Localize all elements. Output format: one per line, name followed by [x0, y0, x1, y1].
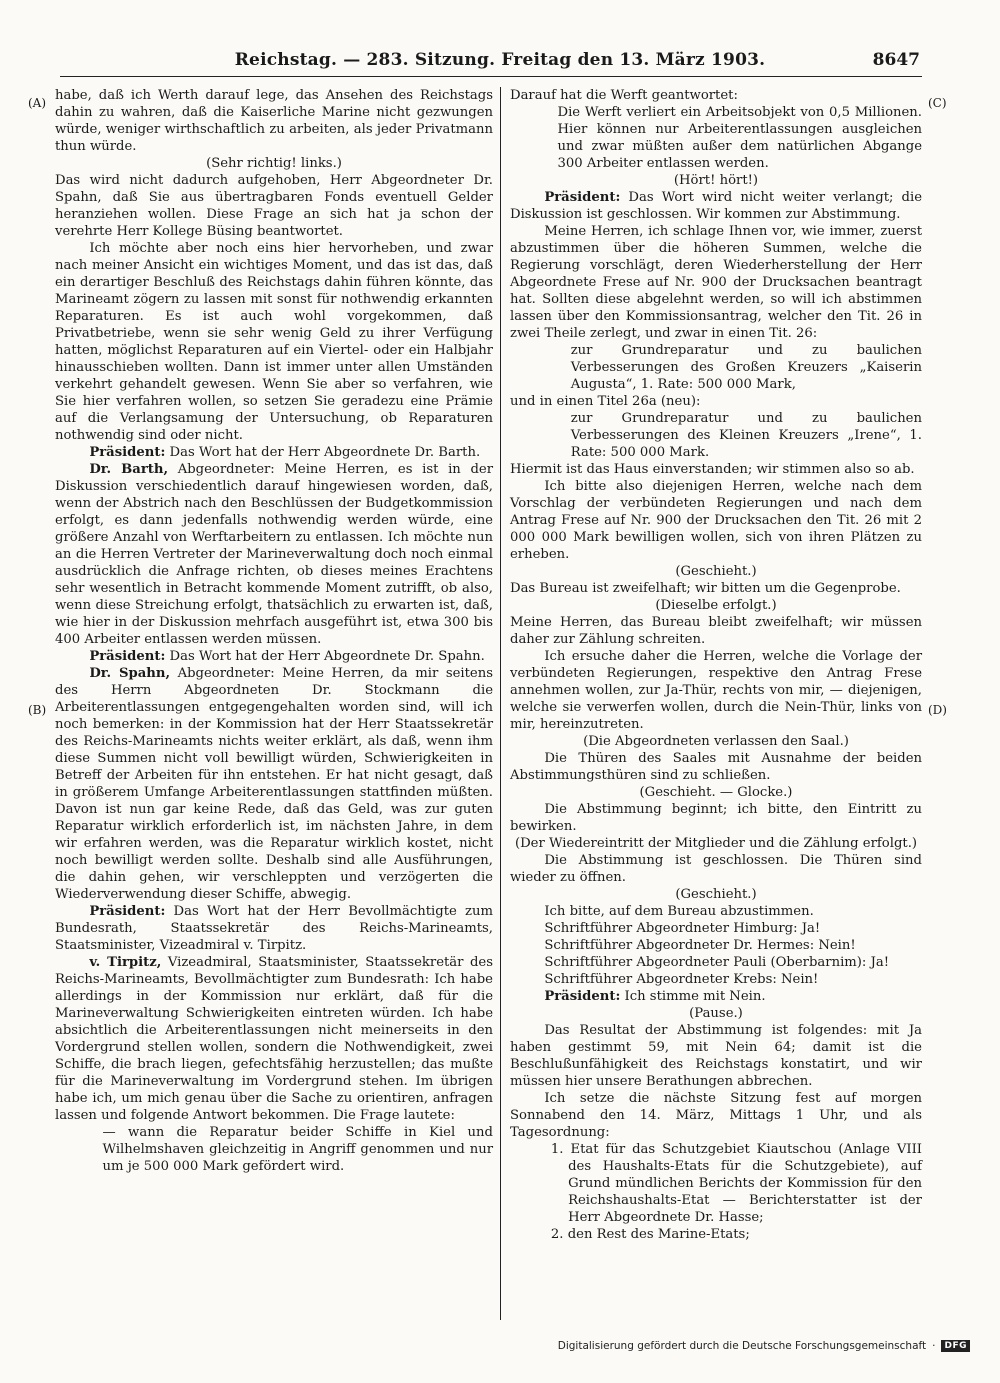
paragraph-text: Meine Herren, ich schlage Ihnen vor, wie immer, zuerst abzustimmen über die höheren Summen, welche die Regierung vorschlägt, deren Wiederherstellung der Herr Abgeordnete Frese auf Nr. 900 der Drucksachen beantragt hat. Sollten diese abgelehnt werden, so will ich abstimmen lassen über den Kommissionsantrag, welcher den Tit. 26 in zwei Theile zerlegt, und zwar in einen Tit. 26:: [510, 224, 922, 341]
paragraph-text: 2. den Rest des Marine-Etats;: [550, 1227, 750, 1242]
speaker-name: v. Tirpitz,: [89, 955, 162, 970]
paragraph-text: (Geschieht.): [675, 887, 757, 902]
speaker-name: Präsident:: [544, 989, 621, 1004]
right-column-paragraph: [510, 1022, 922, 1090]
paragraph-text: Ich stimme mit Nein.: [620, 989, 766, 1004]
left-column-paragraph: [55, 954, 493, 1124]
margin-mark-b: (B): [28, 703, 47, 717]
paragraph-text: 1. Etat für das Schutzgebiet Kiautschou (Anlage VIII des Haushalts-Etats für die Schutzgebiete), auf Grund mündlichen Berichts der Kommission für den Reichshaushalts-Etat — Berichterstatter ist der Herr Abgeordnete Dr. Hasse;: [550, 1142, 922, 1225]
dfg-logo: DFG: [941, 1340, 970, 1352]
page-title: Reichstag. — 283. Sitzung. Freitag den 13. März 1903.: [234, 50, 766, 70]
paragraph-text: Abgeordneter: Meine Herren, es ist in der Diskussion verschiedentlich darauf hingewiesen worden, daß, wenn der Abstrich nach den Beschlüssen der Budgetkommission erfolgt, es dann jedenfalls nothwendig werden würde, eine größere Anzahl von Werftarbeitern zu entlassen. Ich möchte nun an die Herren Vertreter der Marineverwaltung doch noch einmal ausdrücklich die Anfrage richten, ob dieses meines Erachtens sehr wesentlich in Betracht kommende Moment zutrifft, ob also, wenn diese Streichung erfolgt, thatsächlich zu erwarten ist, daß, wie hier in der Diskussion mehrfach ausgeführt ist, etwa 300 bis 400 Arbeiter entlassen werden müssen.: [55, 462, 494, 647]
speaker-name: Dr. Barth,: [89, 462, 169, 477]
right-column-paragraph: [510, 223, 922, 342]
paragraph-text: Hiermit ist das Haus einverstanden; wir stimmen also so ab.: [510, 462, 915, 477]
paragraph-text: Darauf hat die Werft geantwortet:: [510, 88, 738, 103]
page-number: 8647: [872, 50, 920, 70]
left-column-paragraph: [55, 1124, 493, 1175]
right-column-paragraph: [510, 563, 922, 580]
left-column-paragraph: [55, 155, 493, 172]
paragraph-text: Die Werft verliert ein Arbeitsobjekt von 0,5 Millionen. Hier können nur Arbeiterentlassungen ausgleichen und zwar müßten außer dem natürlichen Abgange 300 Arbeiter entlassen werden.: [557, 105, 922, 171]
right-column-paragraph: [510, 835, 922, 852]
paragraph-text: Das Resultat der Abstimmung ist folgendes: mit Ja haben gestimmt 59, mit Nein 64; damit ist die Beschlußunfähigkeit des Reichstags konstatirt, und wir müssen hier unsere Berathungen abbrechen.: [510, 1023, 922, 1089]
right-column-paragraph: [510, 461, 922, 478]
left-column-paragraph: [55, 240, 493, 444]
right-column-paragraph: [510, 478, 922, 563]
right-column-paragraph: [510, 1005, 922, 1022]
paragraph-text: Schriftführer Abgeordneter Pauli (Oberbarnim): Ja!: [544, 955, 890, 970]
paragraph-text: (Geschieht.): [675, 564, 757, 579]
speaker-name: Präsident:: [89, 445, 166, 460]
paragraph-text: Ich möchte aber noch eins hier hervorheben, und zwar nach meiner Ansicht ein wichtiges Moment, und das ist das, daß ein derartiger Beschluß des Reichstags dahin führen könnte, das Marineamt zögern zu lassen mit sonst für nothwendig erkannten Reparaturen. Es ist auch wohl vorgekommen, daß Privatbetriebe, wenn sie sehr wenig Geld zu ihrer Verfügung hatten, möglichst Reparaturen auf ein Viertel- oder ein Halbjahr hinausschieben wollten. Dann ist immer unter allen Umständen verkehrt gehandelt gewesen. Wenn Sie aber so verfahren, wie Sie hier verfahren wollen, so setzen Sie geradezu eine Prämie auf die Verlangsamung der Untersuchung, ob Reparaturen nothwendig sind oder nicht.: [55, 241, 493, 443]
right-column-paragraph: [510, 410, 922, 461]
right-column-paragraph: [510, 801, 922, 835]
paragraph-text: zur Grundreparatur und zu baulichen Verbesserungen des Kleinen Kreuzers „Irene“, 1. Rate: 500 000 Mark.: [570, 411, 922, 460]
paragraph-text: Ich setze die nächste Sitzung fest auf morgen Sonnabend den 14. März, Mittags 1 Uhr, und als Tagesordnung:: [510, 1091, 922, 1140]
paragraph-text: (Sehr richtig! links.): [206, 156, 342, 171]
right-column-paragraph: [510, 648, 922, 733]
right-column-paragraph: [510, 597, 922, 614]
right-column-paragraph: [510, 733, 922, 750]
right-column-paragraph: [510, 104, 922, 172]
page-header: [0, 50, 1000, 76]
margin-mark-a: (A): [28, 96, 47, 110]
right-column-paragraph: [510, 937, 922, 954]
right-column: [510, 87, 922, 1243]
paragraph-text: habe, daß ich Werth darauf lege, das Ansehen des Reichstags dahin zu wahren, daß die Kaiserliche Marine nicht gezwungen würde, weniger wirthschaftlich zu arbeiten, als jeder Privatmann thun würde.: [55, 88, 493, 154]
paragraph-text: Das wird nicht dadurch aufgehoben, Herr Abgeordneter Dr. Spahn, daß Sie aus übertragbaren Fonds eventuell Gelder heranziehen wollen. Diese Frage an sich hat ja schon der verehrte Herr Kollege Büsing beantwortet.: [55, 173, 493, 239]
margin-mark-d: (D): [928, 703, 947, 717]
right-column-paragraph: [510, 614, 922, 648]
paragraph-text: Die Abstimmung ist geschlossen. Die Thüren sind wieder zu öffnen.: [510, 853, 922, 885]
paragraph-text: Das Bureau ist zweifelhaft; wir bitten um die Gegenprobe.: [510, 581, 901, 596]
left-column-paragraph: [55, 444, 493, 461]
paragraph-text: Die Thüren des Saales mit Ausnahme der beiden Abstimmungsthüren sind zu schließen.: [510, 751, 922, 783]
paragraph-text: und in einen Titel 26a (neu):: [510, 394, 701, 409]
footer-credit: Digitalisierung gefördert durch die Deutsche Forschungsgemeinschaft: [557, 1340, 927, 1352]
paragraph-text: Abgeordneter: Meine Herren, da mir seitens des Herrn Abgeordneten Dr. Stockmann die Arbeiterentlassungen entgegengehalten worden sind, will ich noch bemerken: in der Kommission hat der Herr Staatssekretär des Reichs-Marineamts nichts weiter erklärt, als daß, wenn ihm diese Summen nicht voll bewilligt würden, Schwierigkeiten in Betreff der Arbeiten für ihn entstehen. Er hat nicht gesagt, daß in größerem Umfange Arbeiterentlassungen stattfinden müßten. Davon ist nun gar keine Rede, daß das Geld, was zur guten Reparatur wirklich erforderlich ist, im nächsten Jahre, in dem wir erfahren werden, was die Reparatur wirklich kostet, nicht noch bewilligt werden sollte. Deshalb sind alle Ausführungen, die dahin gehen, wir verschleppten und verzögerten die Wiederverwendung dieser Schiffe, abwegig.: [55, 666, 493, 902]
right-column-paragraph: [510, 1226, 922, 1243]
paragraph-text: Vizeadmiral, Staatsminister, Staatssekretär des Reichs-Marineamts, Bevollmächtigter zum Bundesrath: Ich habe allerdings in der Kommission nur erklärt, daß für die Marineverwaltung Schwierigkeiten eintreten würden. Ich habe absichtlich die Arbeiterentlassungen nicht meinerseits in den Vordergrund stellen wollen, sondern die Nothwendigkeit, zwei Schiffe, die brach liegen, gefechtsfähig herzustellen; das mußte für die Marineverwaltung im Vordergrund stehen. Im übrigen habe ich, um mich genau über die Sache zu orientiren, anfragen lassen und folgende Antwort bekommen. Die Frage lautete:: [55, 955, 493, 1123]
paragraph-text: Ich ersuche daher die Herren, welche die Vorlage der verbündeten Regierungen, respektive den Antrag Frese annehmen wollen, zur Ja-Thür, rechts von mir, — diejenigen, welche sie verwerfen wollen, durch die Nein-Thür, links von mir, hereinzutreten.: [510, 649, 922, 732]
paragraph-text: Das Wort hat der Herr Abgeordnete Dr. Barth.: [165, 445, 481, 460]
right-column-paragraph: [510, 903, 922, 920]
paragraph-text: (Der Wiedereintritt der Mitglieder und die Zählung erfolgt.): [514, 836, 918, 851]
right-column-paragraph: [510, 1141, 922, 1226]
right-column-paragraph: [510, 784, 922, 801]
right-column-paragraph: [510, 87, 922, 104]
right-column-paragraph: [510, 886, 922, 903]
right-column-paragraph: [510, 342, 922, 393]
right-column-paragraph: [510, 580, 922, 597]
left-column: [55, 87, 493, 1175]
paragraph-text: Schriftführer Abgeordneter Himburg: Ja!: [544, 921, 821, 936]
column-divider: [500, 87, 501, 1320]
paragraph-text: (Geschieht. — Glocke.): [639, 785, 793, 800]
paragraph-text: Schriftführer Abgeordneter Krebs: Nein!: [544, 972, 819, 987]
speaker-name: Dr. Spahn,: [89, 666, 171, 681]
paragraph-text: Die Abstimmung beginnt; ich bitte, den Eintritt zu bewirken.: [510, 802, 922, 834]
right-column-paragraph: [510, 971, 922, 988]
right-column-paragraph: [510, 172, 922, 189]
margin-mark-c: (C): [928, 96, 947, 110]
right-column-paragraph: [510, 750, 922, 784]
header-rule: [60, 76, 922, 77]
right-column-paragraph: [510, 954, 922, 971]
left-column-paragraph: [55, 87, 493, 155]
left-column-paragraph: [55, 461, 493, 648]
left-column-paragraph: [55, 903, 493, 954]
footer: Digitalisierung gefördert durch die Deutsche Forschungsgemeinschaft · DFG: [558, 1340, 970, 1352]
speaker-name: Präsident:: [89, 904, 166, 919]
speaker-name: Präsident:: [89, 649, 166, 664]
paragraph-text: Ich bitte also diejenigen Herren, welche nach dem Vorschlag der verbündeten Regierungen und nach dem Antrag Frese auf Nr. 900 der Drucksachen den Tit. 26 mit 2 000 000 Mark bewilligen wollen, sich von ihren Plätzen zu erheben.: [510, 479, 922, 562]
paragraph-text: (Hört! hört!): [673, 173, 759, 188]
right-column-paragraph: [510, 189, 922, 223]
paragraph-text: (Pause.): [689, 1006, 743, 1021]
paragraph-text: Das Wort hat der Herr Bevollmächtigte zum Bundesrath, Staatssekretär des Reichs-Marineamts, Staatsminister, Vizeadmiral v. Tirpitz.: [55, 904, 493, 953]
right-column-paragraph: [510, 393, 922, 410]
paragraph-text: Das Wort wird nicht weiter verlangt; die Diskussion ist geschlossen. Wir kommen zur Abstimmung.: [510, 190, 922, 222]
speaker-name: Präsident:: [544, 190, 621, 205]
paragraph-text: (Die Abgeordneten verlassen den Saal.): [583, 734, 849, 749]
paragraph-text: (Dieselbe erfolgt.): [655, 598, 777, 613]
right-column-paragraph: [510, 852, 922, 886]
paragraph-text: — wann die Reparatur beider Schiffe in Kiel und Wilhelmshaven gleichzeitig in Angriff genommen und nur um je 500 000 Mark gefördert wird.: [102, 1125, 493, 1174]
right-column-paragraph: [510, 988, 922, 1005]
right-column-paragraph: [510, 920, 922, 937]
paragraph-text: Das Wort hat der Herr Abgeordnete Dr. Spahn.: [165, 649, 485, 664]
left-column-paragraph: [55, 665, 493, 903]
paragraph-text: zur Grundreparatur und zu baulichen Verbesserungen des Großen Kreuzers „Kaiserin Augusta“, 1. Rate: 500 000 Mark,: [570, 343, 922, 392]
left-column-paragraph: [55, 648, 493, 665]
paragraph-text: Schriftführer Abgeordneter Dr. Hermes: Nein!: [544, 938, 856, 953]
left-column-paragraph: [55, 172, 493, 240]
right-column-paragraph: [510, 1090, 922, 1141]
paragraph-text: Ich bitte, auf dem Bureau abzustimmen.: [544, 904, 814, 919]
paragraph-text: Meine Herren, das Bureau bleibt zweifelhaft; wir müssen daher zur Zählung schreiten.: [510, 615, 922, 647]
